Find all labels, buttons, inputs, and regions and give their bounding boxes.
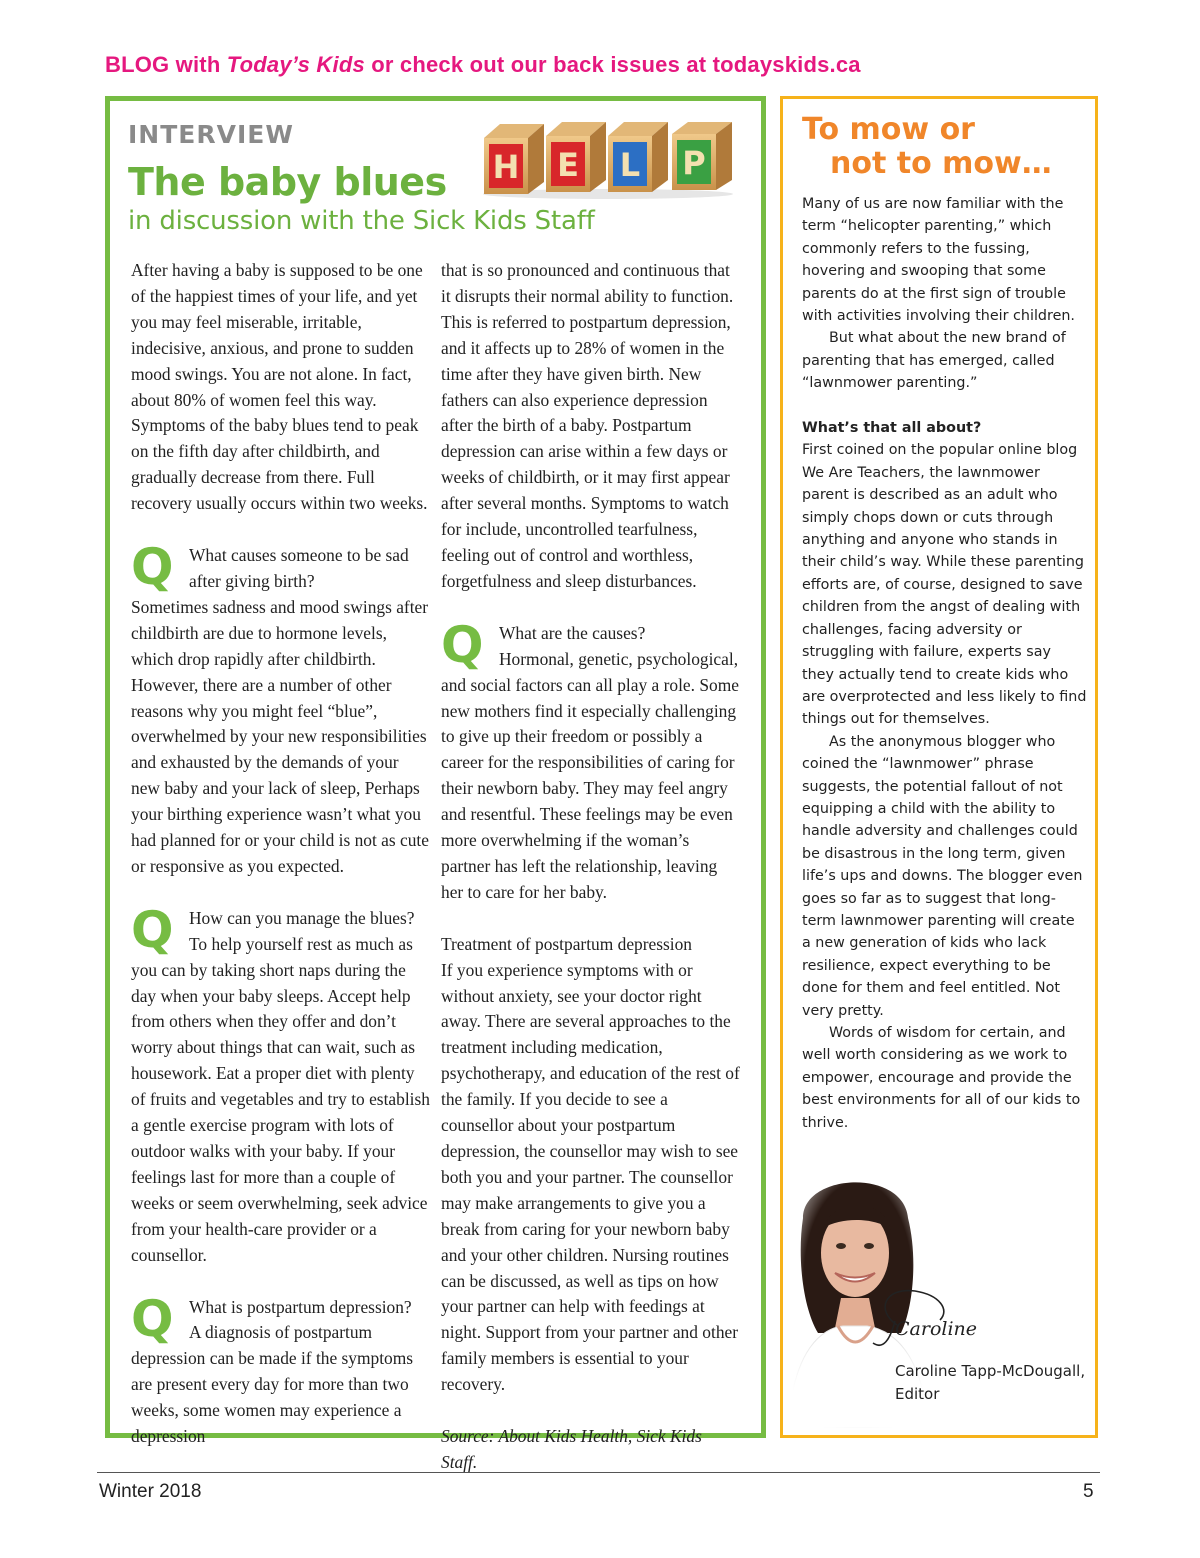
editor-credit	[895, 1360, 1085, 1405]
block-h	[484, 124, 544, 194]
q4-title: What are the causes?	[499, 622, 646, 643]
sidebar-paragraph-5: Words of wisdom for certain, and well worth considering as we work to empower, encourage and provide the best environments for all of our kids to thrive.	[802, 1025, 1081, 1131]
q3-answer-part1: A diagnosis of postpartum depression can be made if the symptoms are present every day for more than two weeks, some women may experience a depression	[131, 1322, 414, 1447]
block-l	[608, 122, 668, 192]
article-column-1	[131, 258, 431, 1450]
sidebar-paragraph-1: Many of us are now familiar with the term “helicopter parenting,” which commonly refers to the fussing, hovering and swooping that some parents do at the first sign of trouble with activities involving their children.	[802, 196, 1075, 325]
sidebar-subhead: What’s that all about?	[802, 420, 982, 437]
editor-name: Caroline Tapp-McDougall,	[895, 1362, 1086, 1380]
q-icon: Q	[131, 900, 174, 959]
article-intro: After having a baby is supposed to be one of the happiest times of your life, and yet you may feel miserable, irritable, indecisive, anxious, and prone to sudden mood swings. You are not alone. In fact, about 80% of women feel this way. Symptoms of the baby blues tend to peak on the fifth day after childbirth, and gradually decrease from there. Full recovery usually occurs within two weeks.	[131, 260, 428, 514]
editor-signature	[845, 1285, 985, 1355]
qa-block-3	[131, 1289, 431, 1450]
article-subheadline: in discussion with the Sick Kids Staff	[128, 206, 595, 236]
q4-answer: Hormonal, genetic, psychological, and social factors can all play a role. Some new mothers find it especially challenging to give up their freedom or possibly a career for the responsibilities of caring for their newborn baby. They may feel angry and resentful. These feelings may be even more overwhelming if the woman’s partner has left the relationship, leaving her to care for her baby.	[441, 648, 739, 902]
footer-issue: Winter 2018	[99, 1481, 202, 1502]
block-letter-e: E	[557, 146, 579, 184]
q3-title: What is postpartum depression?	[189, 1296, 412, 1317]
top-banner	[105, 52, 861, 78]
qa-block-1	[131, 538, 431, 880]
q-icon: Q	[131, 538, 174, 597]
sidebar-title	[802, 113, 1052, 181]
block-e	[546, 122, 606, 192]
q1-answer: Sometimes sadness and mood swings after childbirth are due to hormone levels, which drop rapidly after childbirth. However, there are a number of other reasons why you might feel “blue”, overwhelmed by your new responsibilities and exhausted by the demands of your new baby and your lack of sleep, Perhaps your birthing experience wasn’t what you had planned for or your child is not as cute or responsive as you expected.	[131, 596, 429, 876]
sidebar-title-line1: To mow or	[802, 112, 975, 147]
sidebar-body	[802, 193, 1087, 1134]
treatment-title: Treatment of postpartum depression	[441, 933, 693, 954]
q2-answer: To help yourself rest as much as you can by taking short naps during the day when your baby sleeps. Accept help from others when they offer and don’t worry about things that can wait, such as housework. Eat a proper diet with plenty of fruits and vegetables and try to establish a gentle exercise program with lots of outdoor walks with your baby. If your feelings last for more than a couple of weeks or seem overwhelming, seek advice from your health-care provider or a counsellor.	[131, 933, 430, 1265]
q1-title: What causes someone to be sad after giving birth?	[189, 545, 409, 591]
banner-with: with	[169, 52, 227, 77]
article-column-2	[441, 258, 741, 1476]
block-letter-l: L	[619, 146, 641, 184]
sidebar-paragraph-4: As the anonymous blogger who coined the “lawnmower” phrase suggests, the potential fallout of not equipping a child with the ability to handle adversity and challenges could be disastrous in the long term, given life’s ups and downs. The blogger even goes so far as to suggest that long-term lawnmower parenting will create a new generation of kids who lack resilience, expect everything to be done for them and feel entitled. Not very pretty.	[802, 733, 1083, 1019]
treatment-body: If you experience symptoms with or without anxiety, see your doctor right away. There are several approaches to the treatment including medication, psychotherapy, and education of the rest of the family. If you decide to see a counsellor about your postpartum depression, the counsellor may wish to see both you and your partner. The counsellor may make arrangements to give you a break from caring for your newborn baby and your other children. Nursing routines can be discussed, as well as tips on how your partner can help with feedings at night. Support from your partner and other family members is essential to your recovery.	[441, 959, 740, 1395]
banner-brand: Today’s Kids	[226, 52, 365, 77]
sidebar-paragraph-3: First coined on the popular online blog We Are Teachers, the lawnmower parent is described as an adult who simply chops down or cuts through anything and anyone who stands in their child’s way. While these parenting efforts are, of course, designed to save children from the angst of dealing with challenges, facing adversity or struggling with failure, experts say they actually tend to create kids who are overprotected and less likely to find things out for themselves.	[802, 442, 1087, 728]
editor-role: Editor	[895, 1384, 940, 1403]
article-source: Source: About Kids Health, Sick Kids Staff.	[441, 1426, 702, 1472]
block-letter-p: P	[682, 144, 706, 182]
help-blocks-illustration	[478, 118, 738, 200]
article-headline: The baby blues	[128, 160, 447, 204]
qa-block-4	[441, 615, 741, 906]
block-p	[672, 122, 732, 190]
qa-block-2	[131, 900, 431, 1269]
banner-link[interactable]: or check out our back issues at todayskids.ca	[364, 52, 861, 77]
q2-title: How can you manage the blues?	[189, 907, 415, 928]
q3-answer-part2: that is so pronounced and continuous that it disrupts their normal ability to function. This is referred to postpartum depression, and it affects up to 28% of women in the time after they have given birth. New fathers can also experience depression after the birth of a baby. Postpartum depression can arise within a few days or weeks of childbirth, or it may first appear after several months. Symptoms to watch for include, uncontrolled tearfulness, feeling out of control and worthless, forgetfulness and sleep disturbances.	[441, 260, 734, 591]
footer-divider	[97, 1472, 1100, 1473]
banner-blog[interactable]: BLOG	[105, 52, 170, 77]
sidebar-title-line2: not to mow…	[830, 146, 1052, 181]
q-icon: Q	[441, 615, 484, 674]
signature-text: Caroline	[895, 1318, 978, 1340]
q-icon: Q	[131, 1289, 174, 1348]
block-letter-h: H	[492, 148, 520, 186]
footer-page-number: 5	[1083, 1481, 1094, 1502]
article-kicker: INTERVIEW	[128, 120, 294, 149]
sidebar-paragraph-2: But what about the new brand of parenting that has emerged, called “lawnmower parenting.”	[802, 330, 1066, 392]
